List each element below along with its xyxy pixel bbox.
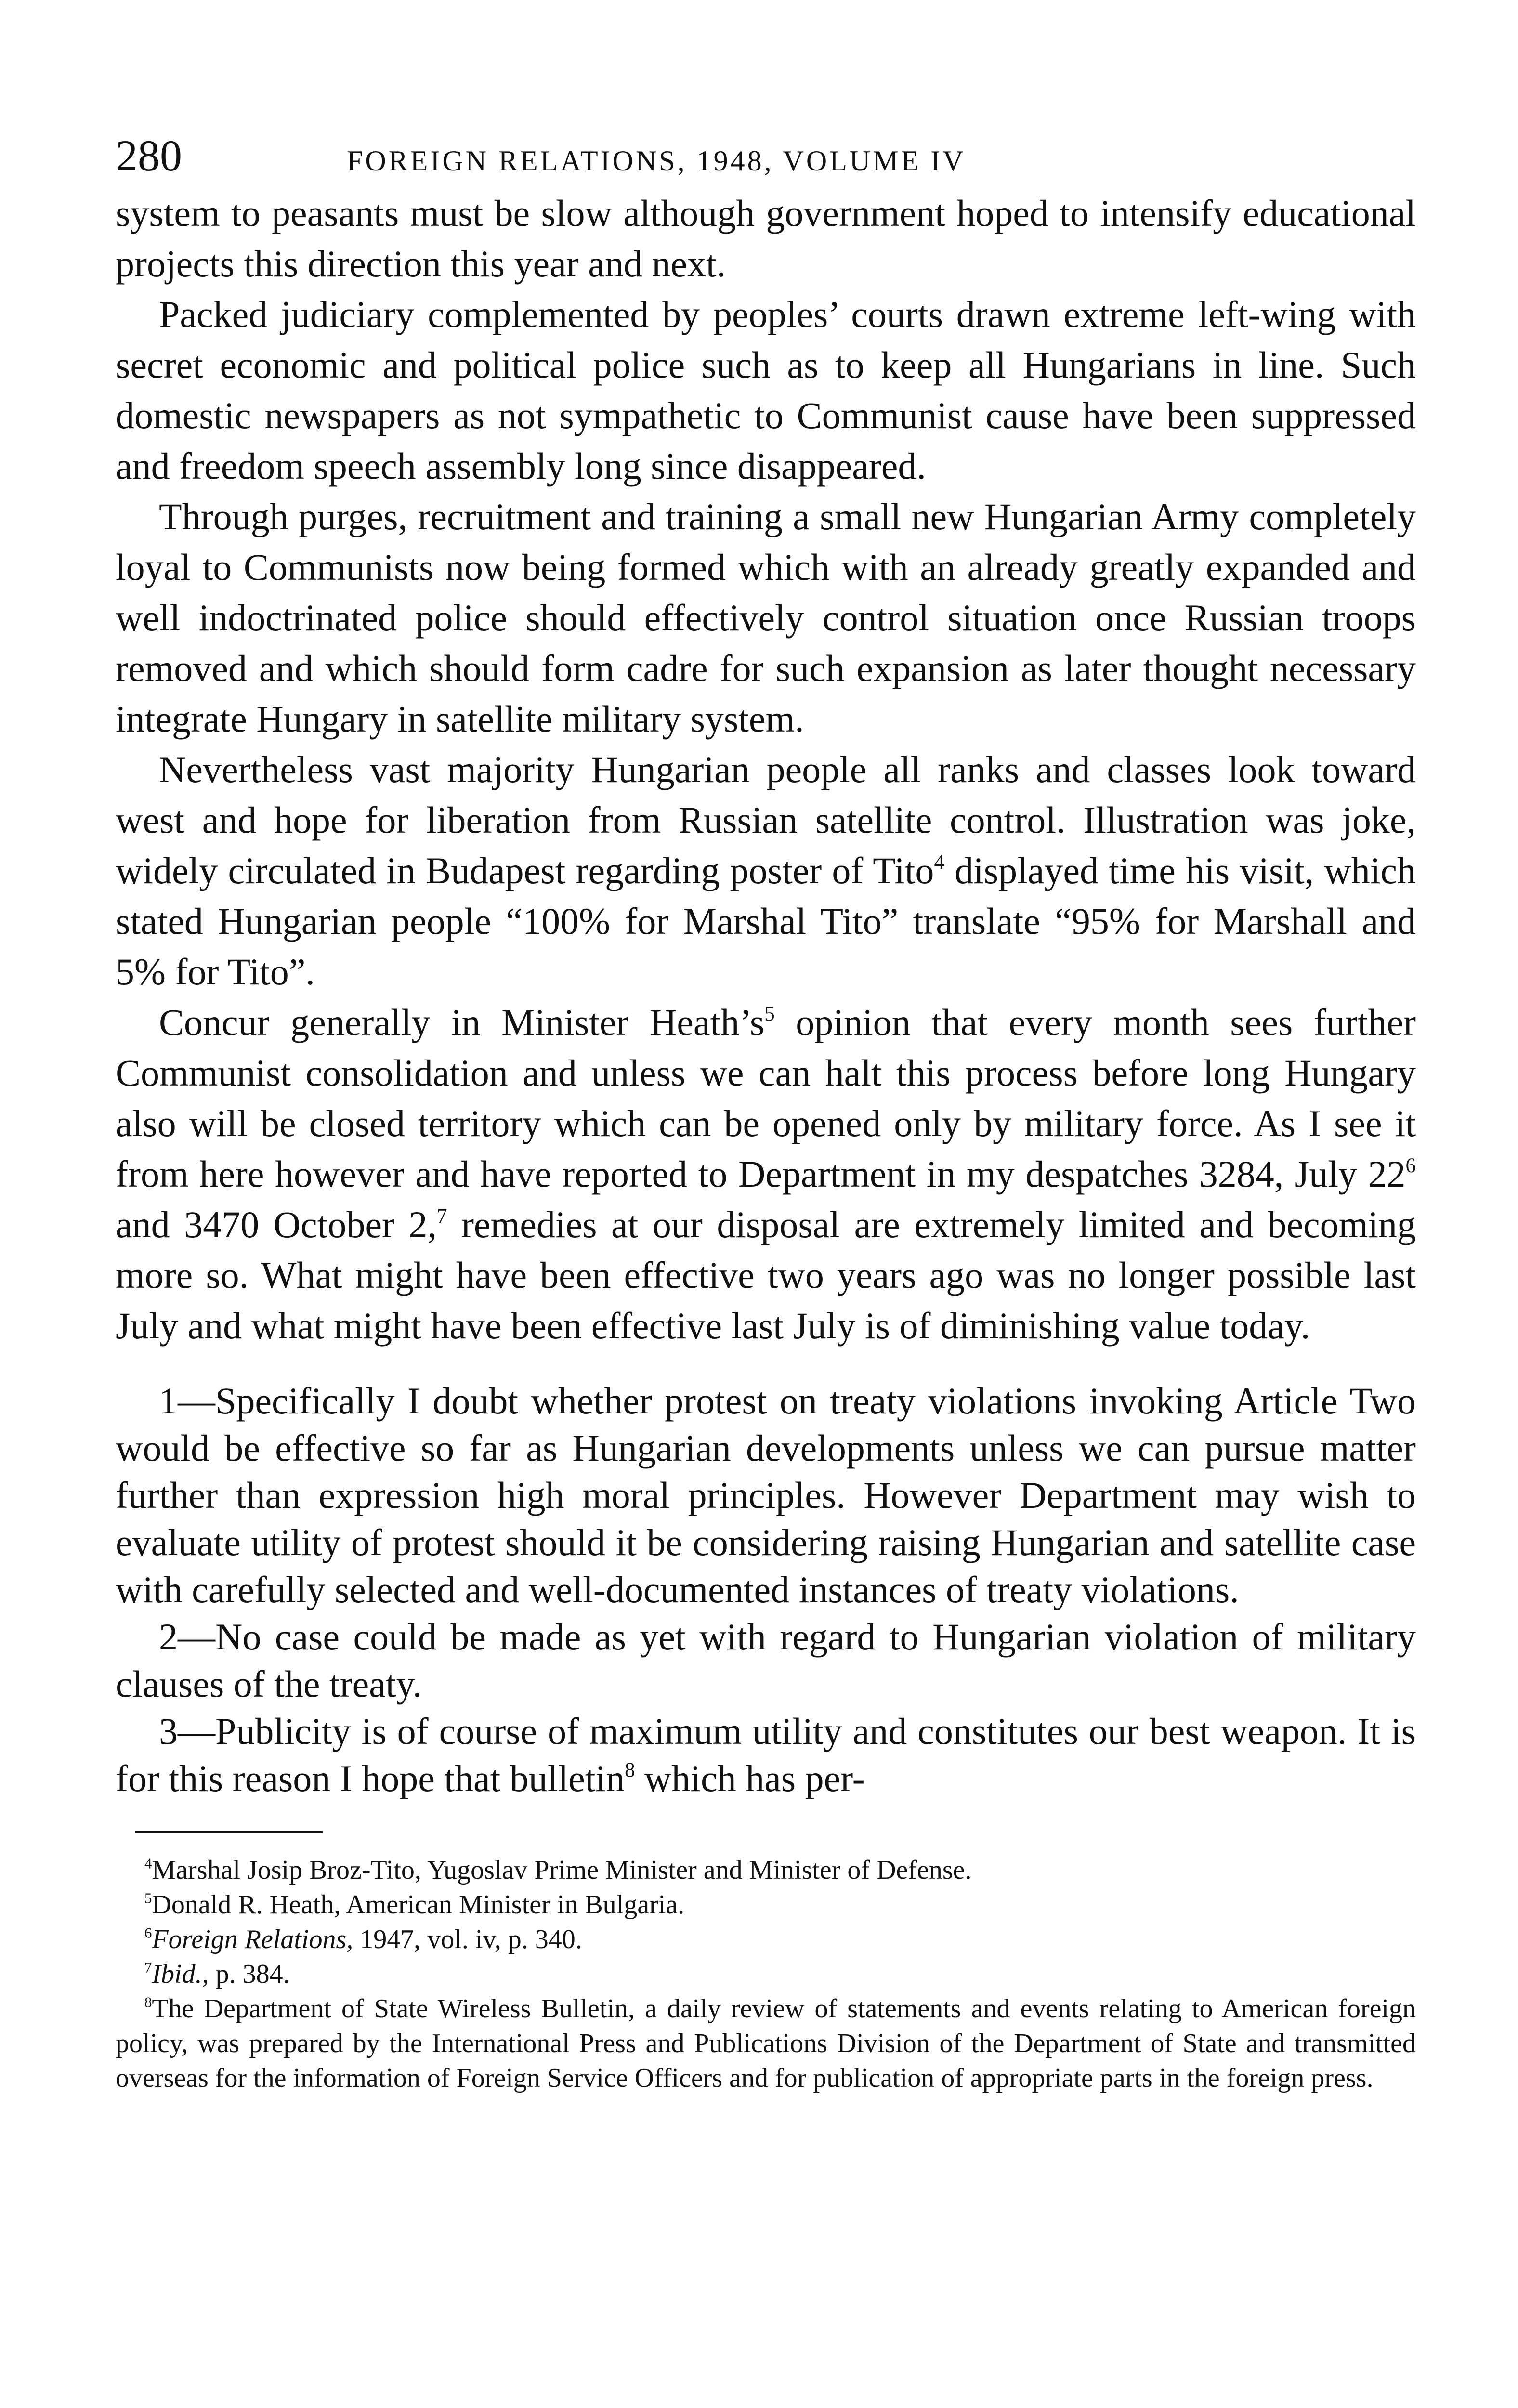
paragraph-5-text-b: opinion that every month sees further Communist consolidation and unless we can halt this process before long Hungary also will be closed territory which can be opened only by military force. As I see it from here however and have reported to Department in my despatches 3284, July 22 [116, 1001, 1416, 1195]
paragraph-5-text-c: and 3470 October 2, [116, 1204, 437, 1245]
paragraph-5-text-d: remedies at our disposal are extremely limited and becoming more so. What might have been effective two years ago was no longer possible last July and what might have been effective last July is of diminishing value today. [116, 1204, 1416, 1347]
point-2: 2—No case could be made as yet with regard to Hungarian violation of military clauses of the treaty. [116, 1616, 1416, 1705]
footnote-mark: 6 [144, 1924, 152, 1941]
point-3 [116, 1708, 1416, 1802]
footnote-5 [116, 1887, 1416, 1922]
paragraph-4 [116, 744, 1416, 997]
point-3-text-b: which has per- [635, 1757, 865, 1799]
running-head: FOREIGN RELATIONS, 1948, VOLUME IV [347, 145, 966, 177]
paragraph-2: Packed judiciary complemented by peoples’ courts drawn extreme left-wing with secret economic and political police such as to keep all Hungarians in line. Such domestic newspapers as not sympathetic to Communist cause have been suppressed and freedom speech assembly long since disappeared. [116, 293, 1416, 487]
footnote-mark: 7 [144, 1959, 152, 1976]
paragraph-5 [116, 997, 1416, 1351]
footnote-ref-7[interactable]: 7 [436, 1204, 447, 1228]
footnote-ref-6[interactable]: 6 [1405, 1154, 1416, 1177]
footnote-7 [116, 1957, 1416, 1991]
footnote-text: p. 384. [209, 1959, 290, 1989]
footnote-text: Donald R. Heath, American Minister in Bulgaria. [152, 1890, 685, 1920]
paragraph-5-text-a: Concur generally in Minister Heath’s [159, 1001, 765, 1043]
footnote-8 [116, 1991, 1416, 2095]
footnote-text: 1947, vol. iv, p. 340. [353, 1924, 582, 1954]
footnote-6 [116, 1922, 1416, 1957]
body-text [116, 188, 1416, 1351]
footnote-ref-5[interactable]: 5 [764, 1002, 775, 1025]
footnotes [116, 1853, 1416, 2095]
footnote-mark: 5 [144, 1890, 152, 1907]
page-header [116, 130, 1416, 188]
footnote-ref-8[interactable]: 8 [625, 1758, 635, 1781]
document-page [116, 130, 1416, 2408]
paragraph-4-text-a: Nevertheless vast majority Hungarian people all ranks and classes look toward west and hope for liberation from Russian satellite control. Illustration was joke, widely circulated in Budapest regarding poster of Tito [116, 748, 1416, 891]
paragraph-4-text-b: displayed time his visit, which stated Hungarian people “100% for Marshal Tito” translate “95% for Marshall and 5% for Tito”. [116, 850, 1416, 993]
paragraph-1: system to peasants must be slow although government hoped to intensify educational projects this direction this year and next. [116, 192, 1416, 285]
footnote-title: Foreign Relations, [152, 1924, 353, 1954]
footnote-4 [116, 1853, 1416, 1887]
footnote-title: Ibid., [152, 1959, 209, 1989]
numbered-points [116, 1377, 1416, 1802]
footnote-mark: 4 [144, 1855, 152, 1872]
footnote-ref-4[interactable]: 4 [934, 851, 944, 874]
page-number: 280 [116, 131, 182, 180]
footnote-text: Marshal Josip Broz-Tito, Yugoslav Prime Minister and Minister of Defense. [152, 1855, 972, 1885]
paragraph-3: Through purges, recruitment and training a small new Hungarian Army completely loyal to Communists now being formed which with an already greatly expanded and well indoctrinated police should effectively control situation once Russian troops removed and which should form cadre for such expansion as later thought necessary integrate Hungary in satellite military system. [116, 496, 1416, 740]
point-3-text-a: 3—Publicity is of course of maximum utility and constitutes our best weapon. It is for this reason I hope that bulletin [116, 1710, 1416, 1799]
footnote-divider [135, 1831, 323, 1833]
footnote-mark: 8 [144, 1994, 152, 2011]
footnote-text: The Department of State Wireless Bulletin, a daily review of statements and events relating to American foreign policy, was prepared by the International Press and Publications Division of the Department of State and transmitted overseas for the information of Foreign Service Officers and for publication of appropriate parts in the foreign press. [116, 1994, 1416, 2093]
point-1: 1—Specifically I doubt whether protest on treaty violations invoking Article Two would be effective so far as Hungarian developments unless we can pursue matter further than expression high moral principles. However Department may wish to evaluate utility of protest should it be considering raising Hungarian and satellite case with carefully selected and well-documented instances of treaty violations. [116, 1380, 1416, 1610]
